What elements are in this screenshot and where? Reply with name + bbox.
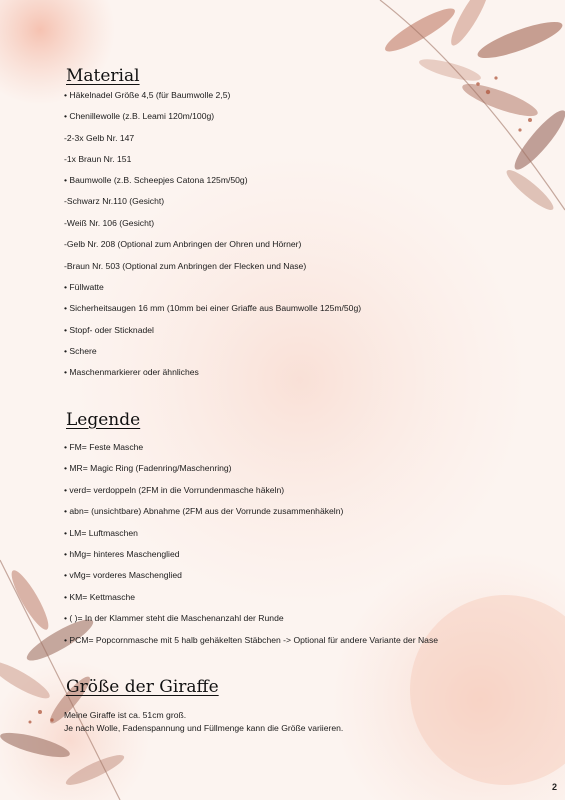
material-item: • Maschenmarkierer oder ähnliches bbox=[64, 367, 199, 377]
legende-item: • MR= Magic Ring (Fadenring/Maschenring) bbox=[64, 463, 232, 473]
legende-heading: Legende bbox=[66, 410, 141, 430]
material-item: • Stopf- oder Sticknadel bbox=[64, 325, 154, 335]
material-heading: Material bbox=[66, 66, 140, 86]
legende-item: • PCM= Popcornmasche mit 5 halb gehäkelten Stäbchen -> Optional für andere Variante der Nase bbox=[64, 635, 439, 645]
material-item: • Häkelnadel Größe 4,5 (für Baumwolle 2,5) bbox=[64, 90, 231, 100]
material-item: -Weiß Nr. 106 (Gesicht) bbox=[64, 218, 155, 228]
groesse-heading: Größe der Giraffe bbox=[66, 677, 219, 697]
legende-item: • ( )= In der Klammer steht die Maschenanzahl der Runde bbox=[64, 613, 284, 623]
material-item: • Baumwolle (z.B. Scheepjes Catona 125m/50g) bbox=[64, 175, 248, 185]
material-item: -Gelb Nr. 208 (Optional zum Anbringen der Ohren und Hörner) bbox=[64, 239, 302, 249]
legende-item: • hMg= hinteres Maschenglied bbox=[64, 549, 180, 559]
legende-item: • vMg= vorderes Maschenglied bbox=[64, 570, 182, 580]
legende-item: • LM= Luftmaschen bbox=[64, 528, 138, 538]
material-item: -1x Braun Nr. 151 bbox=[64, 154, 132, 164]
legende-item: • abn= (unsichtbare) Abnahme (2FM aus der Vorrunde zusammenhäkeln) bbox=[64, 506, 344, 516]
legende-item: • FM= Feste Masche bbox=[64, 442, 144, 452]
page-number: 2 bbox=[551, 782, 557, 792]
material-item: • Sicherheitsaugen 16 mm (10mm bei einer Griaffe aus Baumwolle 125m/50g) bbox=[64, 303, 362, 313]
material-item: -Braun Nr. 503 (Optional zum Anbringen der Flecken und Nase) bbox=[64, 261, 307, 271]
material-item: • Chenillewolle (z.B. Leami 120m/100g) bbox=[64, 111, 215, 121]
legende-item: • verd= verdoppeln (2FM in die Vorrundenmasche häkeln) bbox=[64, 485, 285, 495]
material-item: • Schere bbox=[64, 346, 97, 356]
groesse-line: Meine Giraffe ist ca. 51cm groß. bbox=[64, 710, 187, 720]
groesse-line: Je nach Wolle, Fadenspannung und Füllmenge kann die Größe variieren. bbox=[64, 723, 344, 733]
material-item: -2-3x Gelb Nr. 147 bbox=[64, 133, 135, 143]
legende-item: • KM= Kettmasche bbox=[64, 592, 136, 602]
material-item: • Füllwatte bbox=[64, 282, 104, 292]
material-item: -Schwarz Nr.110 (Gesicht) bbox=[64, 196, 165, 206]
